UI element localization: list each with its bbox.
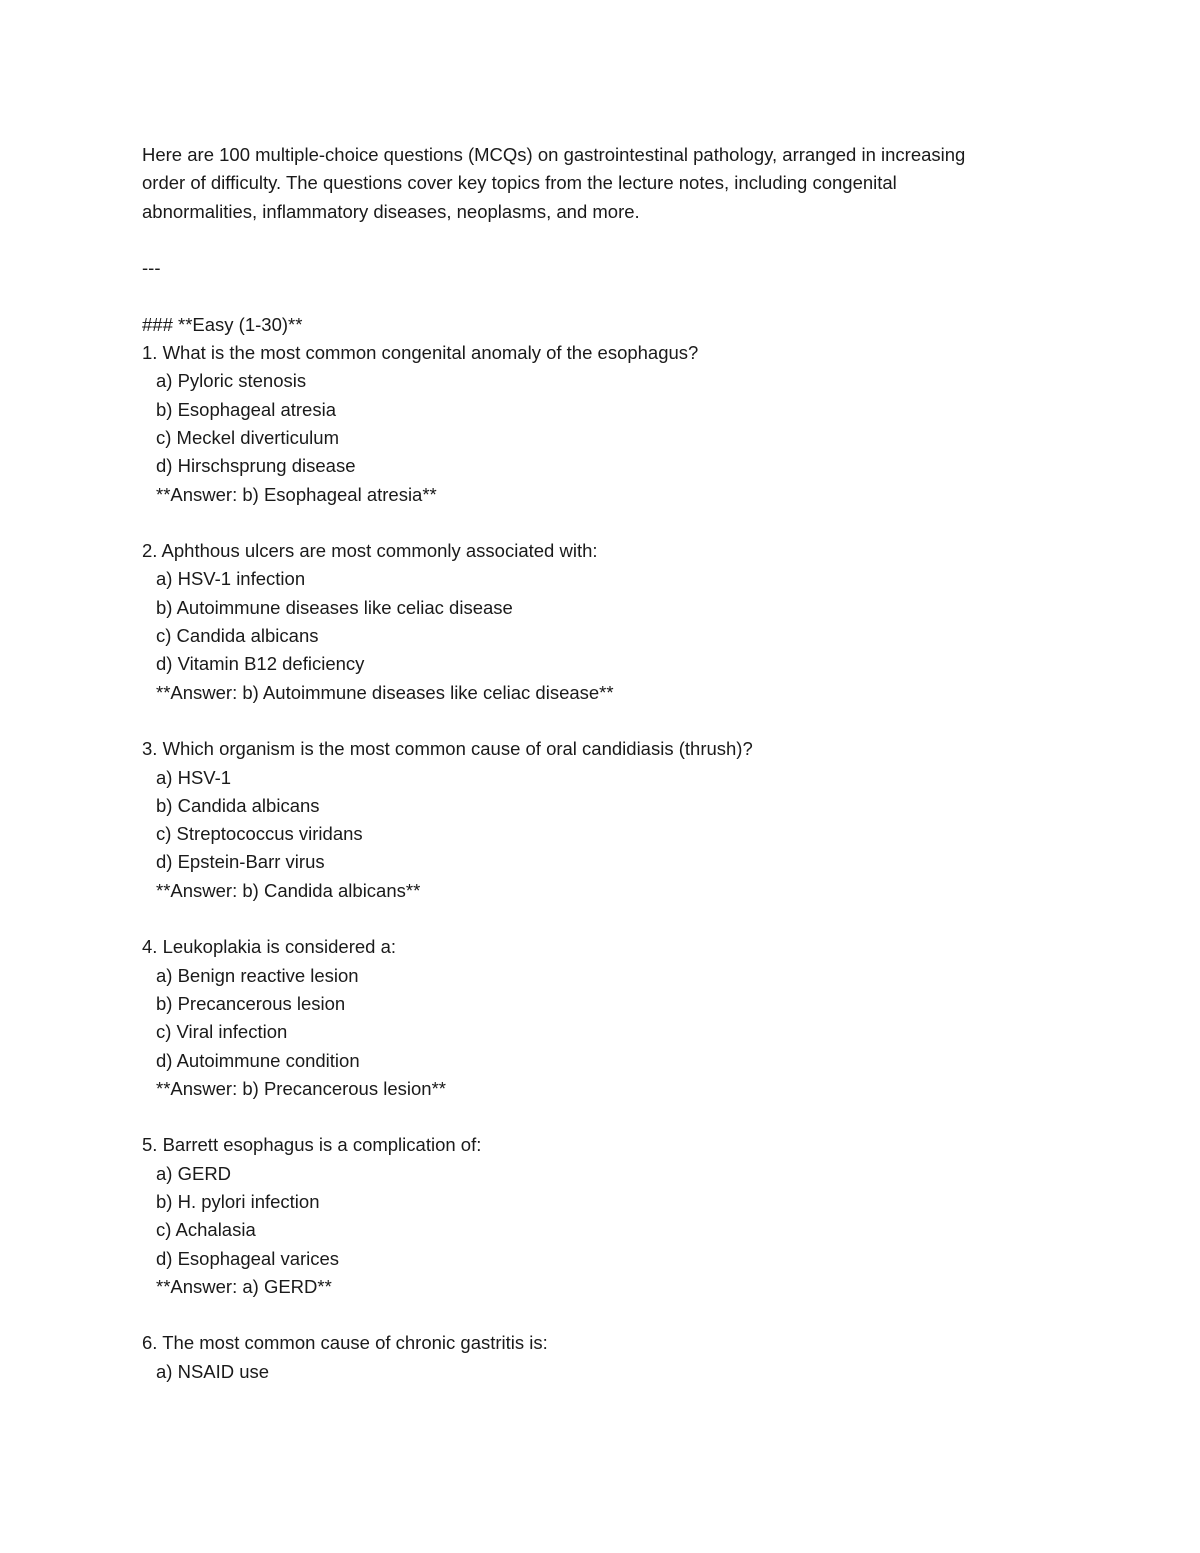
option: b) Precancerous lesion [156,992,346,1014]
question-block [142,1329,1042,1386]
option: b) Esophageal atresia [156,398,336,420]
question-text: 4. Leukoplakia is considered a: [142,936,397,958]
option: a) Pyloric stenosis [156,370,307,392]
question-block [142,537,1042,707]
separator: --- [142,257,161,279]
option: c) Achalasia [156,1219,256,1241]
answer: **Answer: b) Autoimmune diseases like celiac disease** [156,681,614,703]
question-block [142,339,1042,509]
question-block [142,735,1042,905]
option: d) Vitamin B12 deficiency [156,653,365,675]
option: b) Candida albicans [156,794,320,816]
question-text: 5. Barrett esophagus is a complication of: [142,1134,482,1156]
question-text: 2. Aphthous ulcers are most commonly associated with: [142,540,598,562]
question-block [142,933,1042,1103]
question-text: 3. Which organism is the most common cause of oral candidiasis (thrush)? [142,738,753,760]
option: a) Benign reactive lesion [156,964,359,986]
answer: **Answer: b) Candida albicans** [156,879,421,901]
option: d) Epstein-Barr virus [156,851,325,873]
intro-line: abnormalities, inflammatory diseases, neoplasms, and more. [142,200,640,222]
option: c) Viral infection [156,1021,288,1043]
option: b) Autoimmune diseases like celiac disease [156,596,513,618]
answer: **Answer: b) Esophageal atresia** [156,483,437,505]
question-text: 6. The most common cause of chronic gastritis is: [142,1332,548,1354]
option: c) Streptococcus viridans [156,823,363,845]
intro-line: Here are 100 multiple-choice questions (MCQs) on gastrointestinal pathology, arranged in increasing [142,144,966,165]
answer: **Answer: a) GERD** [156,1275,332,1297]
section-heading: ### **Easy (1-30)** [142,313,303,335]
option: d) Esophageal varices [156,1247,340,1269]
option: d) Hirschsprung disease [156,455,356,477]
option: a) NSAID use [156,1360,270,1382]
intro-paragraph [142,141,1042,226]
option: a) GERD [156,1162,232,1184]
question-text: 1. What is the most common congenital anomaly of the esophagus? [142,342,699,364]
option: b) H. pylori infection [156,1190,320,1212]
option: a) HSV-1 [156,766,232,788]
document-content [142,141,1042,1386]
option: c) Meckel diverticulum [156,426,339,448]
answer: **Answer: b) Precancerous lesion** [156,1077,446,1099]
intro-line: order of difficulty. The questions cover key topics from the lecture notes, including congenital [142,172,897,194]
question-block [142,1131,1042,1301]
option: d) Autoimmune condition [156,1049,360,1071]
option: c) Candida albicans [156,625,319,647]
option: a) HSV-1 infection [156,568,306,590]
